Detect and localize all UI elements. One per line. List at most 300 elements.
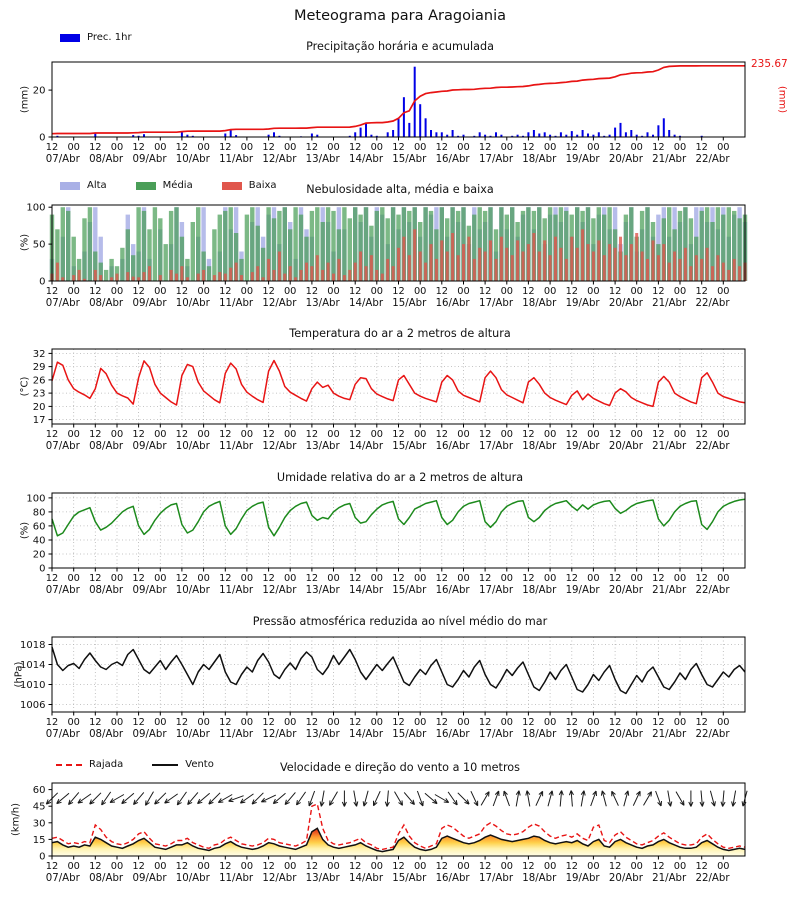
svg-text:09/Abr: 09/Abr (132, 441, 167, 452)
svg-text:12: 12 (305, 861, 319, 872)
svg-text:26: 26 (32, 375, 46, 387)
svg-text:00: 00 (327, 573, 340, 584)
svg-text:14/Abr: 14/Abr (348, 441, 384, 452)
svg-text:00: 00 (327, 861, 340, 872)
svg-text:00: 00 (327, 717, 340, 728)
svg-text:12: 12 (695, 861, 708, 872)
svg-text:12: 12 (348, 573, 362, 584)
svg-text:13/Abr: 13/Abr (305, 154, 340, 165)
svg-text:12: 12 (45, 717, 59, 728)
svg-text:12: 12 (262, 717, 275, 728)
svg-text:12/Abr: 12/Abr (262, 585, 297, 596)
svg-text:12: 12 (695, 286, 708, 297)
svg-text:12: 12 (608, 861, 622, 872)
svg-text:12/Abr: 12/Abr (262, 154, 297, 165)
svg-text:12: 12 (89, 142, 102, 153)
svg-text:12: 12 (348, 429, 362, 440)
svg-text:12: 12 (478, 717, 492, 728)
svg-text:00: 00 (457, 429, 470, 440)
svg-text:09/Abr: 09/Abr (132, 873, 167, 884)
svg-text:00: 00 (413, 717, 427, 728)
svg-text:12: 12 (45, 573, 59, 584)
svg-text:11/Abr: 11/Abr (219, 298, 254, 309)
svg-text:22/Abr: 22/Abr (695, 441, 730, 452)
svg-text:12: 12 (45, 142, 59, 153)
svg-text:16/Abr: 16/Abr (435, 873, 470, 884)
svg-text:00: 00 (717, 861, 730, 872)
svg-text:00: 00 (370, 861, 384, 872)
svg-text:07/Abr: 07/Abr (45, 873, 80, 884)
svg-text:17/Abr: 17/Abr (478, 154, 514, 165)
svg-text:00: 00 (283, 142, 297, 153)
svg-text:00: 00 (110, 861, 124, 872)
svg-text:00: 00 (717, 717, 730, 728)
svg-text:12: 12 (392, 573, 405, 584)
svg-text:07/Abr: 07/Abr (45, 154, 80, 165)
svg-text:19/Abr: 19/Abr (565, 298, 600, 309)
svg-text:09/Abr: 09/Abr (132, 298, 167, 309)
svg-text:15/Abr: 15/Abr (392, 154, 427, 165)
svg-text:00: 00 (673, 717, 687, 728)
svg-text:11/Abr: 11/Abr (219, 729, 254, 740)
svg-text:12: 12 (478, 429, 492, 440)
svg-text:12/Abr: 12/Abr (262, 298, 297, 309)
svg-text:12: 12 (305, 286, 319, 297)
svg-text:12: 12 (262, 429, 275, 440)
svg-text:12: 12 (348, 142, 362, 153)
svg-text:00: 00 (154, 573, 167, 584)
svg-text:00: 00 (630, 429, 643, 440)
svg-text:20/Abr: 20/Abr (608, 441, 643, 452)
svg-text:00: 00 (673, 573, 687, 584)
svg-text:00: 00 (370, 717, 384, 728)
svg-text:21/Abr: 21/Abr (652, 585, 687, 596)
svg-text:00: 00 (370, 142, 384, 153)
chart-title-humidity: Umidade relativa do ar a 2 metros de altura (276, 471, 524, 484)
svg-text:00: 00 (457, 861, 470, 872)
svg-text:16/Abr: 16/Abr (435, 441, 470, 452)
svg-text:00: 00 (717, 142, 730, 153)
svg-text:00: 00 (197, 717, 210, 728)
svg-text:00: 00 (500, 717, 514, 728)
svg-text:12: 12 (219, 429, 232, 440)
svg-text:10/Abr: 10/Abr (175, 154, 210, 165)
svg-text:00: 00 (154, 142, 167, 153)
svg-text:12: 12 (652, 861, 665, 872)
svg-text:09/Abr: 09/Abr (132, 154, 167, 165)
svg-text:60: 60 (32, 785, 46, 797)
svg-text:12: 12 (435, 573, 449, 584)
svg-text:22/Abr: 22/Abr (695, 585, 730, 596)
svg-text:00: 00 (240, 717, 254, 728)
svg-text:16/Abr: 16/Abr (435, 154, 470, 165)
svg-text:00: 00 (327, 429, 340, 440)
svg-text:17/Abr: 17/Abr (478, 729, 514, 740)
svg-text:0: 0 (39, 276, 46, 288)
svg-text:00: 00 (197, 573, 210, 584)
svg-text:00: 00 (240, 286, 254, 297)
svg-text:12: 12 (565, 717, 579, 728)
svg-text:14/Abr: 14/Abr (348, 298, 384, 309)
vento-line-swatch (152, 764, 178, 766)
svg-text:12: 12 (392, 717, 405, 728)
svg-text:15/Abr: 15/Abr (392, 298, 427, 309)
svg-text:12: 12 (608, 429, 622, 440)
svg-text:12: 12 (435, 429, 449, 440)
legend-precipitation (60, 32, 154, 43)
vento-label: Vento (185, 759, 214, 770)
svg-text:12: 12 (348, 717, 362, 728)
svg-text:14/Abr: 14/Abr (348, 729, 384, 740)
ylabel-cloudiness: (%) (19, 233, 31, 252)
svg-text:00: 00 (543, 717, 557, 728)
svg-text:17/Abr: 17/Abr (478, 441, 514, 452)
svg-text:07/Abr: 07/Abr (45, 585, 80, 596)
svg-text:00: 00 (110, 717, 124, 728)
svg-text:15/Abr: 15/Abr (392, 585, 427, 596)
svg-text:00: 00 (67, 573, 80, 584)
svg-text:00: 00 (197, 286, 210, 297)
svg-text:10/Abr: 10/Abr (175, 729, 210, 740)
svg-text:12: 12 (522, 861, 535, 872)
svg-text:12: 12 (45, 286, 59, 297)
svg-text:00: 00 (543, 861, 557, 872)
svg-text:22/Abr: 22/Abr (695, 729, 730, 740)
svg-text:12: 12 (175, 861, 189, 872)
svg-text:07/Abr: 07/Abr (45, 729, 80, 740)
svg-text:12: 12 (262, 286, 275, 297)
figure-title: Meteograma para Aragoiania (294, 8, 506, 24)
svg-text:00: 00 (630, 142, 643, 153)
svg-text:12: 12 (219, 142, 232, 153)
svg-text:12: 12 (305, 142, 319, 153)
ylabel-humidity: (%) (19, 521, 31, 540)
svg-text:08/Abr: 08/Abr (89, 729, 124, 740)
svg-text:00: 00 (630, 861, 643, 872)
svg-text:00: 00 (240, 429, 254, 440)
svg-text:12: 12 (695, 717, 708, 728)
svg-text:07/Abr: 07/Abr (45, 441, 80, 452)
svg-text:00: 00 (500, 286, 514, 297)
svg-text:00: 00 (543, 573, 557, 584)
svg-text:20/Abr: 20/Abr (608, 729, 643, 740)
svg-text:00: 00 (457, 573, 470, 584)
svg-text:12: 12 (132, 717, 145, 728)
svg-text:12: 12 (478, 861, 492, 872)
svg-text:00: 00 (673, 286, 687, 297)
svg-text:00: 00 (240, 142, 254, 153)
svg-text:12: 12 (175, 573, 189, 584)
svg-text:45: 45 (32, 801, 46, 813)
svg-text:00: 00 (543, 142, 557, 153)
svg-text:12: 12 (175, 717, 189, 728)
svg-text:12: 12 (219, 573, 232, 584)
svg-text:00: 00 (197, 429, 210, 440)
svg-text:30: 30 (32, 818, 46, 830)
svg-text:00: 00 (67, 861, 80, 872)
svg-text:20/Abr: 20/Abr (608, 298, 643, 309)
svg-text:12: 12 (392, 286, 405, 297)
svg-text:12: 12 (45, 429, 59, 440)
svg-text:12: 12 (175, 286, 189, 297)
svg-text:18/Abr: 18/Abr (522, 441, 557, 452)
svg-text:17/Abr: 17/Abr (478, 873, 514, 884)
svg-text:12: 12 (132, 573, 145, 584)
svg-text:00: 00 (110, 286, 124, 297)
rajada-line-swatch (56, 764, 82, 766)
svg-text:11/Abr: 11/Abr (219, 873, 254, 884)
svg-text:16/Abr: 16/Abr (435, 729, 470, 740)
svg-text:00: 00 (67, 142, 80, 153)
alta-swatch (60, 182, 80, 190)
svg-text:00: 00 (717, 573, 730, 584)
svg-text:08/Abr: 08/Abr (89, 585, 124, 596)
ylabel-cumulative-right: (mm) (776, 85, 788, 114)
svg-text:1010: 1010 (20, 680, 46, 691)
svg-text:19/Abr: 19/Abr (565, 585, 600, 596)
ylabel-wind: (km/h) (10, 802, 22, 837)
svg-text:00: 00 (154, 286, 167, 297)
svg-text:12: 12 (132, 429, 145, 440)
ylabel-precipitation: (mm) (19, 85, 31, 114)
svg-text:12: 12 (695, 429, 708, 440)
svg-text:13/Abr: 13/Abr (305, 441, 340, 452)
svg-text:21/Abr: 21/Abr (652, 154, 687, 165)
cumulative-total-annotation: 235.67 (751, 58, 788, 70)
prec-1hr-swatch (60, 34, 80, 42)
svg-text:12: 12 (522, 429, 535, 440)
svg-text:00: 00 (673, 861, 687, 872)
rajada-label: Rajada (89, 759, 124, 770)
svg-text:00: 00 (500, 142, 514, 153)
svg-text:08/Abr: 08/Abr (89, 873, 124, 884)
svg-text:17: 17 (32, 415, 46, 427)
svg-text:14/Abr: 14/Abr (348, 585, 384, 596)
svg-text:12: 12 (522, 286, 535, 297)
svg-text:21/Abr: 21/Abr (652, 729, 687, 740)
svg-text:12: 12 (522, 717, 535, 728)
svg-text:00: 00 (67, 717, 80, 728)
svg-text:00: 00 (197, 861, 210, 872)
chart-title-temperature: Temperatura do ar a 2 metros de altura (289, 327, 511, 340)
svg-text:12/Abr: 12/Abr (262, 441, 297, 452)
svg-text:12: 12 (522, 573, 535, 584)
svg-text:10/Abr: 10/Abr (175, 873, 210, 884)
svg-text:00: 00 (240, 573, 254, 584)
svg-text:12: 12 (89, 286, 102, 297)
svg-text:00: 00 (110, 429, 124, 440)
svg-text:10/Abr: 10/Abr (175, 298, 210, 309)
svg-text:18/Abr: 18/Abr (522, 585, 557, 596)
svg-text:00: 00 (197, 142, 210, 153)
svg-text:12: 12 (89, 861, 102, 872)
svg-text:20: 20 (32, 549, 46, 561)
svg-text:09/Abr: 09/Abr (132, 729, 167, 740)
legend-cloudiness (60, 180, 299, 191)
svg-text:12: 12 (435, 861, 449, 872)
svg-text:00: 00 (587, 573, 600, 584)
svg-text:12: 12 (262, 573, 275, 584)
svg-text:11/Abr: 11/Abr (219, 154, 254, 165)
svg-text:00: 00 (413, 286, 427, 297)
svg-text:12: 12 (262, 861, 275, 872)
svg-text:00: 00 (500, 861, 514, 872)
svg-text:12: 12 (565, 429, 579, 440)
svg-text:00: 00 (543, 286, 557, 297)
svg-text:12: 12 (565, 573, 579, 584)
svg-text:00: 00 (413, 573, 427, 584)
svg-text:80: 80 (32, 507, 46, 519)
svg-text:0: 0 (39, 563, 46, 575)
chart-title-wind: Velocidade e direção do vento a 10 metros (280, 761, 520, 774)
svg-text:20/Abr: 20/Abr (608, 873, 643, 884)
svg-text:19/Abr: 19/Abr (565, 441, 600, 452)
svg-text:00: 00 (110, 573, 124, 584)
svg-text:00: 00 (717, 286, 730, 297)
svg-text:20/Abr: 20/Abr (608, 154, 643, 165)
svg-text:00: 00 (587, 717, 600, 728)
svg-text:12: 12 (652, 286, 665, 297)
svg-text:1018: 1018 (20, 640, 46, 651)
chart-title-pressure: Pressão atmosférica reduzida ao nível médio do mar (252, 615, 548, 628)
svg-text:12: 12 (608, 286, 622, 297)
svg-text:00: 00 (717, 429, 730, 440)
svg-text:12: 12 (608, 573, 622, 584)
svg-text:12: 12 (132, 286, 145, 297)
svg-text:00: 00 (240, 861, 254, 872)
svg-text:12: 12 (392, 429, 405, 440)
svg-text:100: 100 (26, 202, 46, 214)
svg-text:00: 00 (154, 717, 167, 728)
svg-text:00: 00 (587, 286, 600, 297)
svg-text:18/Abr: 18/Abr (522, 298, 557, 309)
svg-text:17/Abr: 17/Abr (478, 585, 514, 596)
prec-1hr-label: Prec. 1hr (87, 32, 132, 43)
svg-text:13/Abr: 13/Abr (305, 873, 340, 884)
svg-text:00: 00 (673, 429, 687, 440)
svg-text:15/Abr: 15/Abr (392, 441, 427, 452)
svg-text:12: 12 (652, 573, 665, 584)
svg-text:11/Abr: 11/Abr (219, 441, 254, 452)
svg-text:15: 15 (32, 834, 46, 846)
svg-text:0: 0 (39, 132, 46, 144)
svg-text:12: 12 (89, 429, 102, 440)
svg-text:18/Abr: 18/Abr (522, 873, 557, 884)
svg-text:12: 12 (262, 142, 275, 153)
svg-text:00: 00 (154, 429, 167, 440)
svg-text:50: 50 (32, 239, 46, 251)
svg-text:00: 00 (413, 429, 427, 440)
svg-text:19/Abr: 19/Abr (565, 873, 600, 884)
svg-text:12: 12 (652, 429, 665, 440)
svg-text:12: 12 (478, 286, 492, 297)
svg-text:12: 12 (305, 429, 319, 440)
svg-text:60: 60 (32, 521, 46, 533)
svg-text:12: 12 (89, 717, 102, 728)
svg-text:14/Abr: 14/Abr (348, 154, 384, 165)
svg-text:00: 00 (500, 429, 514, 440)
svg-text:00: 00 (283, 717, 297, 728)
svg-text:12: 12 (392, 861, 405, 872)
svg-text:12: 12 (695, 142, 708, 153)
svg-text:00: 00 (370, 573, 384, 584)
svg-text:07/Abr: 07/Abr (45, 298, 80, 309)
svg-text:10/Abr: 10/Abr (175, 585, 210, 596)
svg-text:00: 00 (154, 861, 167, 872)
svg-text:12: 12 (305, 717, 319, 728)
svg-text:00: 00 (413, 861, 427, 872)
svg-text:0: 0 (39, 851, 46, 863)
svg-text:12/Abr: 12/Abr (262, 729, 297, 740)
svg-text:12: 12 (219, 286, 232, 297)
svg-text:21/Abr: 21/Abr (652, 441, 687, 452)
svg-text:16/Abr: 16/Abr (435, 585, 470, 596)
svg-text:29: 29 (32, 362, 46, 374)
baixa-swatch (222, 182, 242, 190)
svg-text:00: 00 (500, 573, 514, 584)
svg-text:18/Abr: 18/Abr (522, 154, 557, 165)
svg-text:00: 00 (283, 861, 297, 872)
svg-text:13/Abr: 13/Abr (305, 729, 340, 740)
svg-text:18/Abr: 18/Abr (522, 729, 557, 740)
svg-text:00: 00 (630, 717, 643, 728)
svg-text:00: 00 (630, 286, 643, 297)
svg-text:12: 12 (132, 142, 145, 153)
svg-text:00: 00 (327, 286, 340, 297)
svg-text:12: 12 (89, 573, 102, 584)
chart-title-cloudiness: Nebulosidade alta, média e baixa (306, 183, 494, 196)
svg-text:12: 12 (348, 286, 362, 297)
svg-text:12: 12 (435, 717, 449, 728)
svg-text:12: 12 (565, 142, 579, 153)
svg-text:1006: 1006 (20, 700, 46, 711)
svg-text:00: 00 (587, 142, 600, 153)
svg-text:12: 12 (608, 717, 622, 728)
svg-text:00: 00 (327, 142, 340, 153)
svg-text:16/Abr: 16/Abr (435, 298, 470, 309)
svg-text:00: 00 (630, 573, 643, 584)
svg-text:00: 00 (67, 286, 80, 297)
svg-text:00: 00 (673, 142, 687, 153)
svg-text:00: 00 (370, 286, 384, 297)
svg-text:00: 00 (370, 429, 384, 440)
svg-text:23: 23 (32, 388, 46, 400)
svg-text:00: 00 (457, 286, 470, 297)
svg-text:14/Abr: 14/Abr (348, 873, 384, 884)
svg-text:21/Abr: 21/Abr (652, 298, 687, 309)
svg-text:12: 12 (305, 573, 319, 584)
svg-text:12: 12 (175, 142, 189, 153)
svg-text:12: 12 (565, 286, 579, 297)
svg-text:08/Abr: 08/Abr (89, 441, 124, 452)
svg-text:12: 12 (652, 717, 665, 728)
svg-text:12: 12 (392, 142, 405, 153)
svg-text:10/Abr: 10/Abr (175, 441, 210, 452)
svg-text:12: 12 (478, 573, 492, 584)
svg-text:00: 00 (283, 429, 297, 440)
svg-text:12/Abr: 12/Abr (262, 873, 297, 884)
svg-text:100: 100 (26, 493, 46, 505)
svg-text:00: 00 (543, 429, 557, 440)
svg-text:08/Abr: 08/Abr (89, 298, 124, 309)
baixa-label: Baixa (248, 180, 277, 191)
svg-text:12: 12 (175, 429, 189, 440)
svg-text:13/Abr: 13/Abr (305, 298, 340, 309)
chart-title-precipitation: Precipitação horária e acumulada (306, 40, 494, 53)
ylabel-temperature: (°C) (19, 376, 31, 397)
svg-text:22/Abr: 22/Abr (695, 154, 730, 165)
svg-text:17/Abr: 17/Abr (478, 298, 514, 309)
